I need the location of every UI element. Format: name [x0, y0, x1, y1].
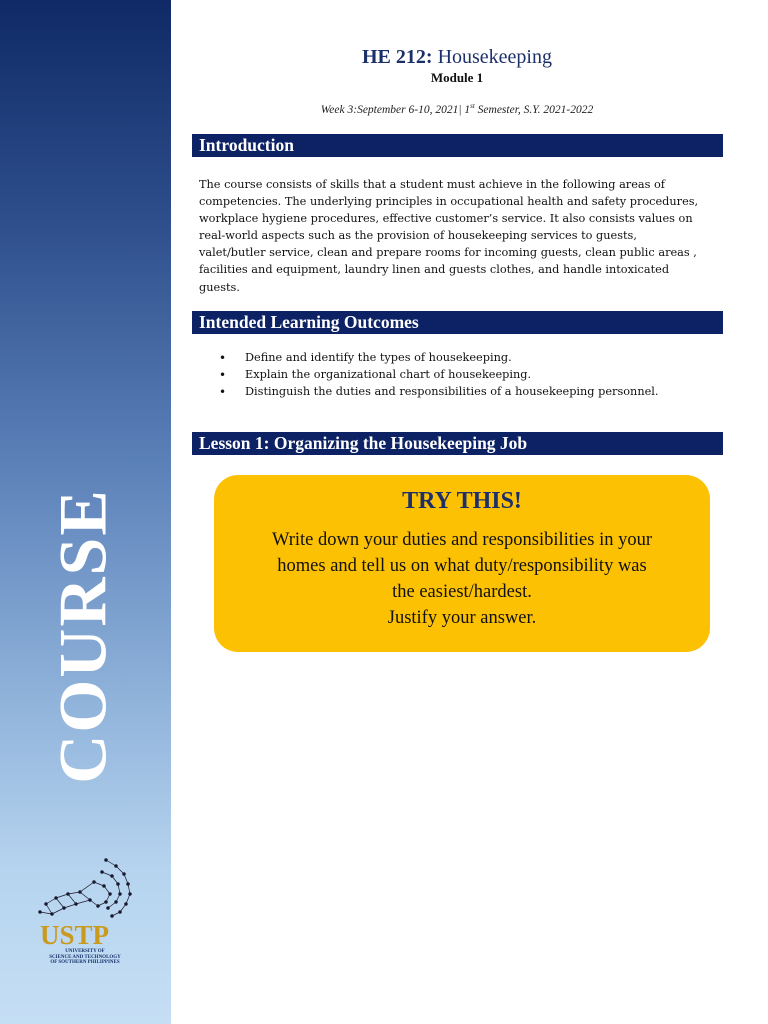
course-name: Housekeeping	[432, 46, 552, 68]
list-item: • Distinguish the duties and responsibilities of a housekeeping personnel.	[217, 384, 690, 401]
introduction-paragraph: The course consists of skills that a student must achieve in the following areas of competencies. The underlying principles in occupational health and safety procedures, workplace hygiene procedures, effective customer’s service. It also consists values on real-world aspects such as the provision of housekeeping services to guests, valet/butler service, clean and prepare rooms for incoming guests, clean public areas , facilities and equipment, laundry linen and guests clothes, and handle intoxicated guests.	[199, 178, 699, 294]
course-title	[192, 46, 722, 69]
learning-outcomes-heading: Intended Learning Outcomes	[192, 311, 723, 334]
ustp-logo-subtitle: UNIVERSITY OF SCIENCE AND TECHNOLOGY OF SOUTHERN PHILIPPINES	[49, 949, 121, 965]
list-item: • Explain the organizational chart of housekeeping.	[217, 367, 690, 384]
try-this-instructions: Write down your duties and responsibilities in your homes and tell us on what duty/responsibility was the easiest/hardest. Justify your answer.	[272, 530, 652, 628]
sidebar-panel	[0, 0, 171, 1024]
try-this-box	[214, 475, 710, 652]
list-item: • Define and identify the types of housekeeping.	[217, 350, 690, 367]
try-this-title: TRY THIS!	[402, 488, 522, 514]
ustp-logo-name: USTP	[40, 920, 110, 950]
lesson-heading: Lesson 1: Organizing the Housekeeping Job	[192, 432, 723, 455]
learning-outcomes-list	[217, 350, 690, 400]
course-vertical-text: COURSE	[44, 488, 121, 784]
introduction-heading: Introduction	[192, 134, 723, 157]
course-code: HE 212:	[362, 46, 433, 68]
document-header	[192, 46, 722, 116]
module-label: Module 1	[430, 70, 484, 85]
ustp-logo-text	[40, 922, 130, 966]
week-line: Week 3:September 6-10, 2021| 1st Semester, S.Y. 2021-2022	[320, 102, 594, 116]
